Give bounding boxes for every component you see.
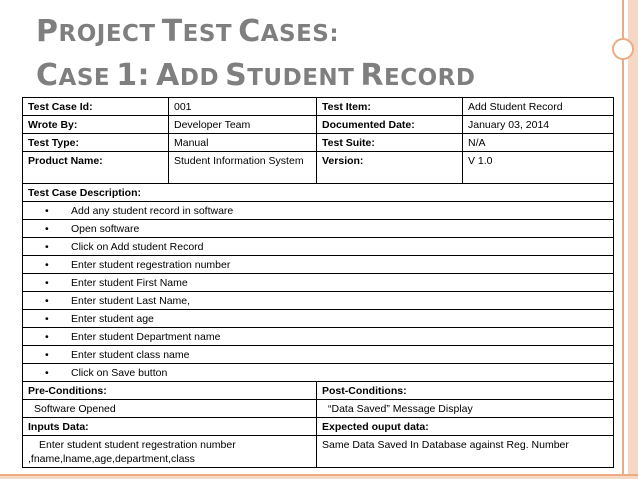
test-case-description-heading: Test Case Description: (23, 184, 614, 202)
test-step-row (23, 238, 614, 256)
test-suite-value: N/A (463, 134, 614, 152)
table-row (23, 436, 614, 468)
test-step-row (23, 346, 614, 364)
test-step (23, 220, 614, 238)
test-step-row (23, 202, 614, 220)
test-case-id-label: Test Case Id: (23, 98, 169, 116)
bullet-icon: • (45, 223, 49, 235)
slide-title-line-1: PROJECT TEST CASES: (36, 14, 340, 49)
test-suite-label: Test Suite: (317, 134, 463, 152)
test-case-id-value: 001 (169, 98, 317, 116)
test-type-value: Manual (169, 134, 317, 152)
test-step (23, 364, 614, 382)
test-step-row (23, 256, 614, 274)
test-case-table (22, 97, 614, 468)
bullet-icon: • (45, 241, 49, 253)
inputs-data-label: Inputs Data: (23, 418, 317, 436)
test-step-text: Click on Save button (71, 367, 168, 379)
pre-conditions-label: Pre-Conditions: (23, 382, 317, 400)
bullet-icon: • (45, 313, 49, 325)
test-step (23, 346, 614, 364)
test-step (23, 292, 614, 310)
inputs-data-line-2: ,fname,lname,age,department,class (28, 453, 195, 465)
test-step (23, 328, 614, 346)
documented-date-value: January 03, 2014 (463, 116, 614, 134)
test-step-text: Enter student Department name (71, 331, 221, 343)
test-step-text: Enter student age (71, 313, 154, 325)
test-item-label: Test Item: (317, 98, 463, 116)
table-row (23, 400, 614, 418)
bullet-icon: • (45, 295, 49, 307)
test-step-text: Click on Add student Record (71, 241, 204, 253)
test-step-row (23, 274, 614, 292)
frame-vertical-line (622, 0, 624, 479)
test-step-row (23, 310, 614, 328)
post-conditions-value: “Data Saved” Message Display (317, 400, 614, 418)
bullet-icon: • (45, 331, 49, 343)
test-step (23, 274, 614, 292)
inputs-data-value (23, 436, 317, 468)
wrote-by-label: Wrote By: (23, 116, 169, 134)
product-name-value: Student Information System (169, 152, 317, 184)
table-row (23, 418, 614, 436)
bullet-icon: • (45, 259, 49, 271)
documented-date-label: Documented Date: (317, 116, 463, 134)
pre-conditions-value: Software Opened (23, 400, 317, 418)
bullet-icon: • (45, 277, 49, 289)
version-label: Version: (317, 152, 463, 184)
expected-output-value: Same Data Saved In Database against Reg. Number (317, 436, 614, 468)
test-step-row (23, 328, 614, 346)
test-step (23, 310, 614, 328)
table-row (23, 98, 614, 116)
product-name-label: Product Name: (23, 152, 169, 184)
table-row (23, 116, 614, 134)
test-step-text: Enter student regestration number (71, 259, 231, 271)
test-step-row (23, 292, 614, 310)
test-step-text: Open software (71, 223, 140, 235)
version-value: V 1.0 (463, 152, 614, 184)
slide-title-line-2: CASE 1: ADD STUDENT RECORD (36, 58, 476, 93)
test-step-row (23, 220, 614, 238)
frame-side-band (628, 0, 638, 479)
wrote-by-value: Developer Team (169, 116, 317, 134)
test-step (23, 202, 614, 220)
test-steps-list (23, 202, 614, 382)
bullet-icon: • (45, 205, 49, 217)
bullet-icon: • (45, 349, 49, 361)
post-conditions-label: Post-Conditions: (317, 382, 614, 400)
test-step (23, 256, 614, 274)
test-step (23, 238, 614, 256)
test-step-text: Enter student Last Name, (71, 295, 191, 307)
table-row (23, 134, 614, 152)
test-step-text: Enter student First Name (71, 277, 188, 289)
test-item-value: Add Student Record (463, 98, 614, 116)
table-row (23, 382, 614, 400)
test-step-row (23, 364, 614, 382)
table-row (23, 184, 614, 202)
frame-circle-ornament (612, 38, 634, 60)
expected-output-label: Expected ouput data: (317, 418, 614, 436)
bullet-icon: • (45, 367, 49, 379)
test-step-text: Enter student class name (71, 349, 190, 361)
test-step-text: Add any student record in software (71, 205, 234, 217)
inputs-data-line-1: Enter student student regestration number (39, 439, 236, 451)
test-type-label: Test Type: (23, 134, 169, 152)
table-row (23, 152, 614, 184)
